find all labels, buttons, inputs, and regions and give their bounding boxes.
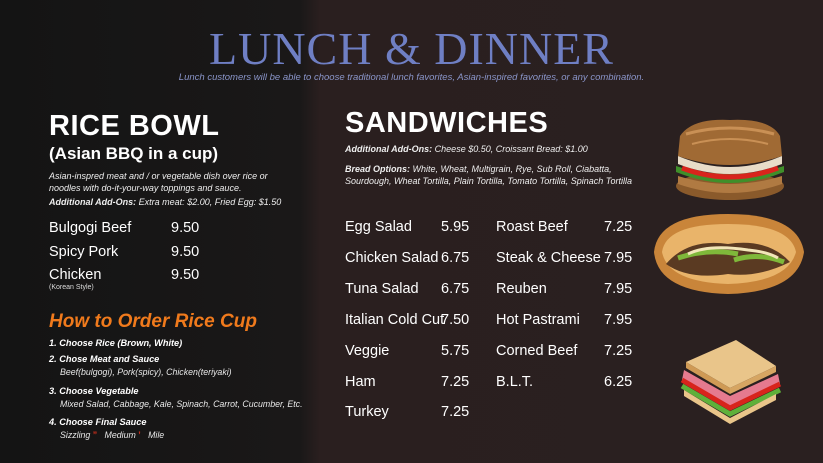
menu-item-price: 7.25 <box>441 404 470 420</box>
menu-item-price: 7.25 <box>441 374 470 390</box>
rice-bowl-addons-label: Additional Add-Ons: <box>49 197 137 207</box>
sauce-options <box>60 430 164 441</box>
sandwiches-heading: SANDWICHES <box>345 107 549 139</box>
bread-options-label: Bread Options: <box>345 164 411 174</box>
chili-icon: ’ <box>138 430 141 440</box>
menu-item-price: 5.75 <box>441 343 470 359</box>
page-subtitle: Lunch customers will be able to choose traditional lunch favorites, Asian-inspired favorites, or any combination. <box>178 72 645 83</box>
sandwich-addons-text: Cheese $0.50, Croissant Bread: $1.00 <box>434 144 588 154</box>
menu-item-price: 9.50 <box>171 244 200 260</box>
club-sandwich-image <box>676 332 784 426</box>
menu-item-name: Steak & Cheese <box>496 250 601 266</box>
menu-item-name: Corned Beef <box>496 343 578 359</box>
sauce-mild: Mile <box>148 430 165 440</box>
menu-item-price: 7.95 <box>604 250 633 266</box>
menu-item-price: 7.50 <box>441 312 470 328</box>
rice-bowl-description-2: noodles with do-it-your-way toppings and sauce. <box>49 183 242 193</box>
menu-item-price: 7.25 <box>604 343 633 359</box>
bread-options-text-2: Sourdough, Wheat Tortilla, Plain Tortilla, Tomato Tortilla, Spinach Tortilla <box>345 176 632 186</box>
order-step-detail: Beef(bulgogi), Pork(spicy), Chicken(teriyaki) <box>60 367 232 377</box>
page-title: LUNCH & DINNER <box>209 23 614 74</box>
menu-item-name: Bulgogi Beef <box>49 220 132 236</box>
menu-item-name: Chicken <box>49 267 102 283</box>
bread-options <box>345 163 612 175</box>
menu-item-price: 6.25 <box>604 374 633 390</box>
menu-item-name: Roast Beef <box>496 219 568 235</box>
order-step-detail: Mixed Salad, Cabbage, Kale, Spinach, Carrot, Cucumber, Etc. <box>60 399 303 409</box>
menu-item-name: Reuben <box>496 281 547 297</box>
steak-sub-image <box>648 208 808 300</box>
menu-item-price: 6.75 <box>441 250 470 266</box>
menu-item-price: 7.25 <box>604 219 633 235</box>
rice-bowl-description-1: Asian-inspred meat and / or vegetable dish over rice or <box>49 171 268 181</box>
menu-item-name: Veggie <box>345 343 390 359</box>
rice-bowl-addons <box>49 196 281 208</box>
menu-item-name: Hot Pastrami <box>496 312 580 328</box>
menu-item-price: 7.95 <box>604 312 633 328</box>
menu-item-name: Egg Salad <box>345 219 412 235</box>
sauce-sizzling: Sizzling <box>60 430 91 440</box>
rice-bowl-subheading: (Asian BBQ in a cup) <box>49 144 219 163</box>
menu-item-price: 5.95 <box>441 219 470 235</box>
chili-icon: ” <box>92 430 98 440</box>
menu-item-name: Spicy Pork <box>49 244 119 260</box>
menu-item-name: Chicken Salad <box>345 250 439 266</box>
how-to-order-heading: How to Order Rice Cup <box>49 311 257 332</box>
menu-item-name: Tuna Salad <box>345 281 419 297</box>
rice-bowl-heading: RICE BOWL <box>49 110 220 142</box>
order-step: 1. Choose Rice (Brown, White) <box>49 338 183 348</box>
chicken-sandwich-image <box>672 114 788 204</box>
rice-bowl-addons-text: Extra meat: $2.00, Fried Egg: $1.50 <box>138 197 282 207</box>
order-step: 2. Chose Meat and Sauce <box>49 354 160 364</box>
order-step: 3. Choose Vegetable <box>49 386 139 396</box>
sandwich-addons <box>345 143 588 155</box>
menu-item-note: (Korean Style) <box>49 284 94 291</box>
menu-item-name: Italian Cold Cut <box>345 312 445 328</box>
menu-item-price: 9.50 <box>171 267 200 283</box>
menu-item-name: B.L.T. <box>496 374 534 390</box>
menu-item-price: 7.95 <box>604 281 633 297</box>
menu-item-price: 9.50 <box>171 220 200 236</box>
order-step: 4. Choose Final Sauce <box>49 417 147 427</box>
sandwich-addons-label: Additional Add-Ons: <box>345 144 433 154</box>
sauce-medium: Medium <box>104 430 136 440</box>
menu-item-price: 6.75 <box>441 281 470 297</box>
menu-item-name: Turkey <box>345 404 389 420</box>
bread-options-text-1: White, Wheat, Multigrain, Rye, Sub Roll, Ciabatta, <box>412 164 612 174</box>
menu-item-name: Ham <box>345 374 376 390</box>
